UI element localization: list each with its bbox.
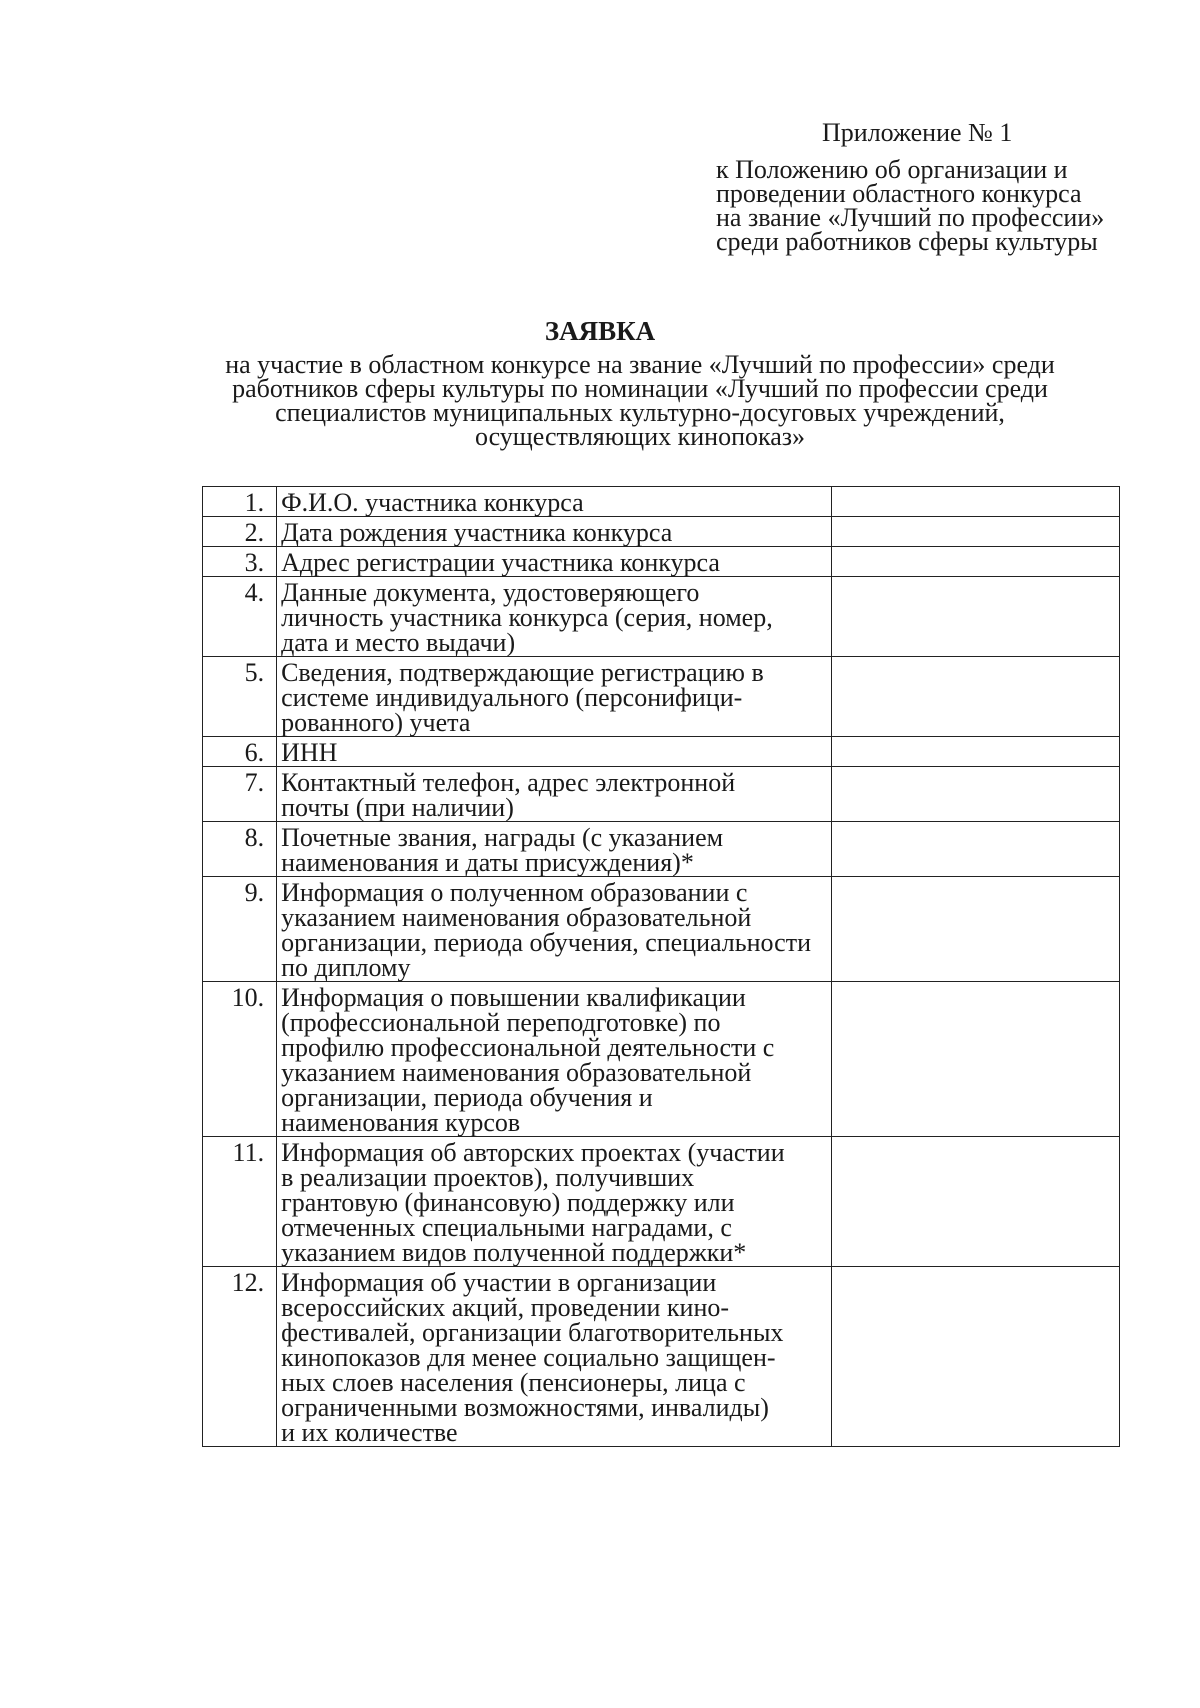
row-label-line: Информация об авторских проектах (участии xyxy=(281,1138,785,1167)
row-label-line: всероссийских акций, проведении кино- xyxy=(281,1293,730,1322)
table-row xyxy=(203,877,1120,982)
row-value-cell[interactable] xyxy=(832,822,1120,877)
row-value-cell[interactable] xyxy=(832,1267,1120,1447)
row-label xyxy=(277,487,832,517)
row-value-cell[interactable] xyxy=(832,982,1120,1137)
table-row xyxy=(203,577,1120,657)
row-value-cell[interactable] xyxy=(832,547,1120,577)
row-label xyxy=(277,767,832,822)
row-number: 10. xyxy=(203,982,277,1137)
row-label-line: указанием наименования образовательной xyxy=(281,903,752,932)
row-label-line: Информация о полученном образовании с xyxy=(281,878,748,907)
document-title: ЗАЯВКА xyxy=(544,316,656,346)
row-number: 7. xyxy=(203,767,277,822)
subtitle-line: работников сферы культуры по номинации «Лучший по профессии среди xyxy=(232,374,1048,403)
row-label xyxy=(277,877,832,982)
row-number: 6. xyxy=(203,737,277,767)
table-row xyxy=(203,1137,1120,1267)
row-label xyxy=(277,982,832,1137)
appendix-title: Приложение № 1 xyxy=(822,118,1013,147)
row-label xyxy=(277,1267,832,1447)
appendix-note-line: среди работников сферы культуры xyxy=(716,227,1098,256)
table-row xyxy=(203,982,1120,1137)
row-value-cell[interactable] xyxy=(832,767,1120,822)
row-label-line: (профессиональной переподготовке) по xyxy=(281,1008,721,1037)
table-row xyxy=(203,517,1120,547)
subtitle-line: на участие в областном конкурсе на звание «Лучший по профессии» среди xyxy=(225,350,1055,379)
application-form-table xyxy=(202,486,1120,1447)
row-label-line: в реализации проектов), получивших xyxy=(281,1163,695,1192)
row-label xyxy=(277,517,832,547)
subtitle-line: осуществляющих кинопоказ» xyxy=(474,422,806,451)
document-subtitle xyxy=(170,350,1110,451)
row-label-line: Адрес регистрации участника конкурса xyxy=(281,548,720,577)
row-label-line: профилю профессиональной деятельности с xyxy=(281,1033,775,1062)
row-label xyxy=(277,737,832,767)
appendix-note xyxy=(716,155,1105,256)
row-label-line: организации, периода обучения, специальности xyxy=(281,928,811,957)
row-label xyxy=(277,657,832,737)
row-label-line: Ф.И.О. участника конкурса xyxy=(281,488,584,517)
row-number: 1. xyxy=(203,487,277,517)
appendix-note-line: проведении областного конкурса xyxy=(716,179,1082,208)
table-row xyxy=(203,737,1120,767)
row-number: 3. xyxy=(203,547,277,577)
row-label-line: Контактный телефон, адрес электронной xyxy=(281,768,736,797)
row-label-line: кинопоказов для менее социально защищен- xyxy=(281,1343,776,1372)
row-label-line: системе индивидуального (персонифици- xyxy=(281,683,743,712)
appendix-note-line: к Положению об организации и xyxy=(716,155,1068,184)
table-row xyxy=(203,822,1120,877)
row-label-line: ограниченными возможностями, инвалиды) xyxy=(281,1393,769,1422)
row-label-line: Сведения, подтверждающие регистрацию в xyxy=(281,658,764,687)
row-label xyxy=(277,822,832,877)
row-label-line: Дата рождения участника конкурса xyxy=(281,518,673,547)
row-value-cell[interactable] xyxy=(832,657,1120,737)
row-number: 4. xyxy=(203,577,277,657)
row-value-cell[interactable] xyxy=(832,517,1120,547)
row-label-line: организации, периода обучения и xyxy=(281,1083,653,1112)
subtitle-line: специалистов муниципальных культурно-досуговых учреждений, xyxy=(275,398,1005,427)
row-number: 12. xyxy=(203,1267,277,1447)
table-row xyxy=(203,1267,1120,1447)
row-label-line: ИНН xyxy=(281,738,338,767)
form-rows xyxy=(203,487,1120,1447)
table-row xyxy=(203,657,1120,737)
row-label-line: рованного) учета xyxy=(281,708,471,737)
row-label-line: и их количестве xyxy=(281,1418,458,1447)
row-label-line: наименования и даты присуждения)* xyxy=(281,848,694,877)
row-label xyxy=(277,1137,832,1267)
row-number: 5. xyxy=(203,657,277,737)
row-label-line: Информация об участии в организации xyxy=(281,1268,717,1297)
row-label-line: по диплому xyxy=(281,953,411,982)
row-value-cell[interactable] xyxy=(832,1137,1120,1267)
row-number: 2. xyxy=(203,517,277,547)
table-row xyxy=(203,487,1120,517)
row-number: 8. xyxy=(203,822,277,877)
row-label-line: Информация о повышении квалификации xyxy=(281,983,746,1012)
table-row xyxy=(203,547,1120,577)
row-value-cell[interactable] xyxy=(832,577,1120,657)
row-label-line: наименования курсов xyxy=(281,1108,521,1137)
table-row xyxy=(203,767,1120,822)
appendix-note-line: на звание «Лучший по профессии» xyxy=(716,203,1105,232)
row-label-line: почты (при наличии) xyxy=(281,793,514,822)
row-value-cell[interactable] xyxy=(832,487,1120,517)
row-label xyxy=(277,547,832,577)
row-value-cell[interactable] xyxy=(832,737,1120,767)
row-number: 11. xyxy=(203,1137,277,1267)
row-value-cell[interactable] xyxy=(832,877,1120,982)
row-label-line: Данные документа, удостоверяющего xyxy=(281,578,700,607)
row-label-line: указанием видов полученной поддержки* xyxy=(281,1238,747,1267)
row-number: 9. xyxy=(203,877,277,982)
row-label-line: фестивалей, организации благотворительных xyxy=(281,1318,784,1347)
row-label-line: грантовую (финансовую) поддержку или xyxy=(281,1188,735,1217)
row-label-line: отмеченных специальными наградами, с xyxy=(281,1213,732,1242)
row-label-line: указанием наименования образовательной xyxy=(281,1058,752,1087)
row-label xyxy=(277,577,832,657)
row-label-line: дата и место выдачи) xyxy=(281,628,516,657)
row-label-line: ных слоев населения (пенсионеры, лица с xyxy=(281,1368,746,1397)
row-label-line: Почетные звания, награды (с указанием xyxy=(281,823,724,852)
row-label-line: личность участника конкурса (серия, номер, xyxy=(281,603,773,632)
